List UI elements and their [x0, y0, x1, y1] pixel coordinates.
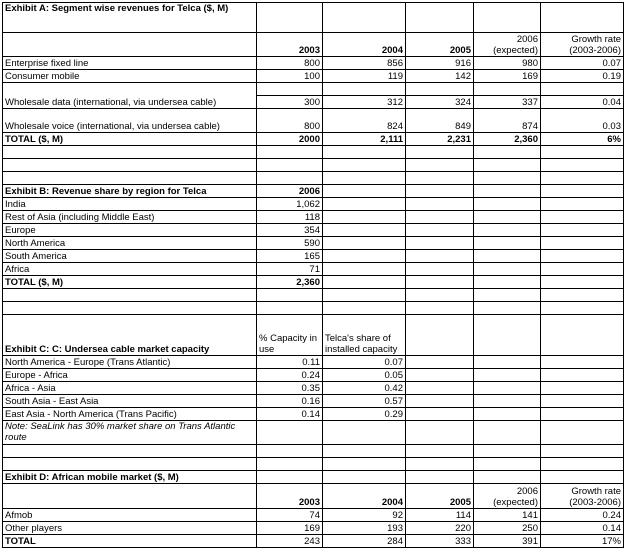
- cell-value: 250: [474, 522, 541, 535]
- row-label: Other players: [3, 522, 257, 535]
- total-value: 243: [257, 535, 323, 548]
- cell-value: 0.11: [257, 356, 323, 369]
- row-label: North America - Europe (Trans Atlantic): [3, 356, 257, 369]
- cell-value: 0.07: [541, 57, 624, 70]
- total-value: 284: [323, 535, 406, 548]
- exhibit-d-title: Exhibit D: African mobile market ($, M): [3, 471, 257, 484]
- cell-value: 100: [257, 70, 323, 83]
- row-label: India: [3, 198, 257, 211]
- cell-value: 0.19: [541, 70, 624, 83]
- total-value: 2,360: [474, 133, 541, 146]
- exhibit-d-title-row: [3, 471, 624, 484]
- row-label: Europe - Africa: [3, 369, 257, 382]
- cell-value: 141: [474, 509, 541, 522]
- cell-value: 0.24: [257, 369, 323, 382]
- cell-value: 0.57: [323, 395, 406, 408]
- exhibit-d-header-row: [3, 484, 624, 509]
- total-value: 333: [406, 535, 474, 548]
- cell-value: 0.24: [541, 509, 624, 522]
- row-label: North America: [3, 237, 257, 250]
- exhibit-d-header: 2004: [323, 484, 406, 509]
- spreadsheet-table: [2, 2, 624, 548]
- cell-value: 0.16: [257, 395, 323, 408]
- total-label: TOTAL: [3, 535, 257, 548]
- exhibit-d-header: Growth rate (2003-2006): [541, 484, 624, 509]
- cell-value: 800: [257, 109, 323, 133]
- cell-value: 193: [323, 522, 406, 535]
- cell-value: 142: [406, 70, 474, 83]
- exhibit-c-header-row: [3, 315, 624, 356]
- cell-value: 874: [474, 109, 541, 133]
- cell-value: 354: [257, 224, 323, 237]
- table-row: [3, 509, 624, 522]
- row-label: South America: [3, 250, 257, 263]
- row-label: South Asia - East Asia: [3, 395, 257, 408]
- cell-value: 0.04: [541, 96, 624, 109]
- cell-value: 824: [323, 109, 406, 133]
- exhibit-a-header: Growth rate (2003-2006): [541, 33, 624, 57]
- row-label: Wholesale voice (international, via undersea cable): [3, 109, 257, 133]
- total-value: 2,231: [406, 133, 474, 146]
- total-row: [3, 133, 624, 146]
- cell-value: 590: [257, 237, 323, 250]
- row-label: Afmob: [3, 509, 257, 522]
- total-value: 391: [474, 535, 541, 548]
- exhibit-d-header: 2006 (expected): [474, 484, 541, 509]
- cell-value: 169: [474, 70, 541, 83]
- table-row: [3, 382, 624, 395]
- exhibit-a-header-row: [3, 33, 624, 57]
- row-label: East Asia - North America (Trans Pacific): [3, 408, 257, 421]
- cell-value: 119: [323, 70, 406, 83]
- total-row: [3, 276, 624, 289]
- cell-value: 856: [323, 57, 406, 70]
- exhibit-a-header: 2003: [257, 33, 323, 57]
- cell-value: 800: [257, 57, 323, 70]
- row-label: Enterprise fixed line: [3, 57, 257, 70]
- exhibit-b-year: 2006: [257, 185, 323, 198]
- cell-value: 916: [406, 57, 474, 70]
- exhibit-b-title-row: [3, 185, 624, 198]
- cell-value: 114: [406, 509, 474, 522]
- cell-value: 0.05: [323, 369, 406, 382]
- table-row: [3, 408, 624, 421]
- cell-value: 74: [257, 509, 323, 522]
- table-row: [3, 70, 624, 83]
- table-row: [3, 57, 624, 70]
- table-row: [3, 263, 624, 276]
- table-row: [3, 369, 624, 382]
- total-value: 2,360: [257, 276, 323, 289]
- table-row: [3, 198, 624, 211]
- cell-value: 0.14: [541, 522, 624, 535]
- cell-value: 337: [474, 96, 541, 109]
- total-value: 17%: [541, 535, 624, 548]
- table-row: [3, 395, 624, 408]
- cell-value: 92: [323, 509, 406, 522]
- exhibit-c-header: % Capacity in use: [257, 315, 323, 356]
- cell-value: 0.07: [323, 356, 406, 369]
- total-value: 2,111: [323, 133, 406, 146]
- cell-value: 324: [406, 96, 474, 109]
- note-row: [3, 421, 624, 445]
- exhibit-a-title-row: [3, 3, 624, 33]
- exhibit-c-note: Note: SeaLink has 30% market share on Trans Atlantic route: [3, 421, 257, 445]
- total-label: TOTAL ($, M): [3, 276, 257, 289]
- exhibit-a-header: 2006 (expected): [474, 33, 541, 57]
- table-row: [3, 250, 624, 263]
- table-row: [3, 109, 624, 133]
- exhibit-c-header: Telca's share of installed capacity: [323, 315, 406, 356]
- cell-value: 0.03: [541, 109, 624, 133]
- exhibit-a-header: 2005: [406, 33, 474, 57]
- cell-value: 849: [406, 109, 474, 133]
- table-row: [3, 356, 624, 369]
- table-row: [3, 522, 624, 535]
- total-value: 2000: [257, 133, 323, 146]
- cell-value: 165: [257, 250, 323, 263]
- total-value: 6%: [541, 133, 624, 146]
- cell-value: 220: [406, 522, 474, 535]
- cell-value: 0.42: [323, 382, 406, 395]
- cell-value: 300: [257, 96, 323, 109]
- table-row: [3, 224, 624, 237]
- exhibit-d-header: 2003: [257, 484, 323, 509]
- row-label: Consumer mobile: [3, 70, 257, 83]
- row-label: Rest of Asia (including Middle East): [3, 211, 257, 224]
- exhibit-a-title: Exhibit A: Segment wise revenues for Telca ($, M): [3, 3, 257, 33]
- exhibit-a-header: 2004: [323, 33, 406, 57]
- cell-value: 0.29: [323, 408, 406, 421]
- exhibit-b-title: Exhibit B: Revenue share by region for Telca: [3, 185, 257, 198]
- row-label: Wholesale data (international, via undersea cable): [3, 96, 257, 109]
- row-label: Africa - Asia: [3, 382, 257, 395]
- cell-value: 169: [257, 522, 323, 535]
- cell-value: 980: [474, 57, 541, 70]
- cell-value: 1,062: [257, 198, 323, 211]
- cell-value: 312: [323, 96, 406, 109]
- exhibit-c-title: Exhibit C: C: Undersea cable market capacity: [3, 315, 257, 356]
- cell-value: 71: [257, 263, 323, 276]
- table-row: [3, 211, 624, 224]
- total-row: [3, 535, 624, 548]
- table-row: [3, 96, 624, 109]
- cell-value: 0.14: [257, 408, 323, 421]
- cell-value: 0.35: [257, 382, 323, 395]
- table-row: [3, 237, 624, 250]
- row-label: Africa: [3, 263, 257, 276]
- exhibit-d-header: 2005: [406, 484, 474, 509]
- cell-value: 118: [257, 211, 323, 224]
- row-label: Europe: [3, 224, 257, 237]
- total-label: TOTAL ($, M): [3, 133, 257, 146]
